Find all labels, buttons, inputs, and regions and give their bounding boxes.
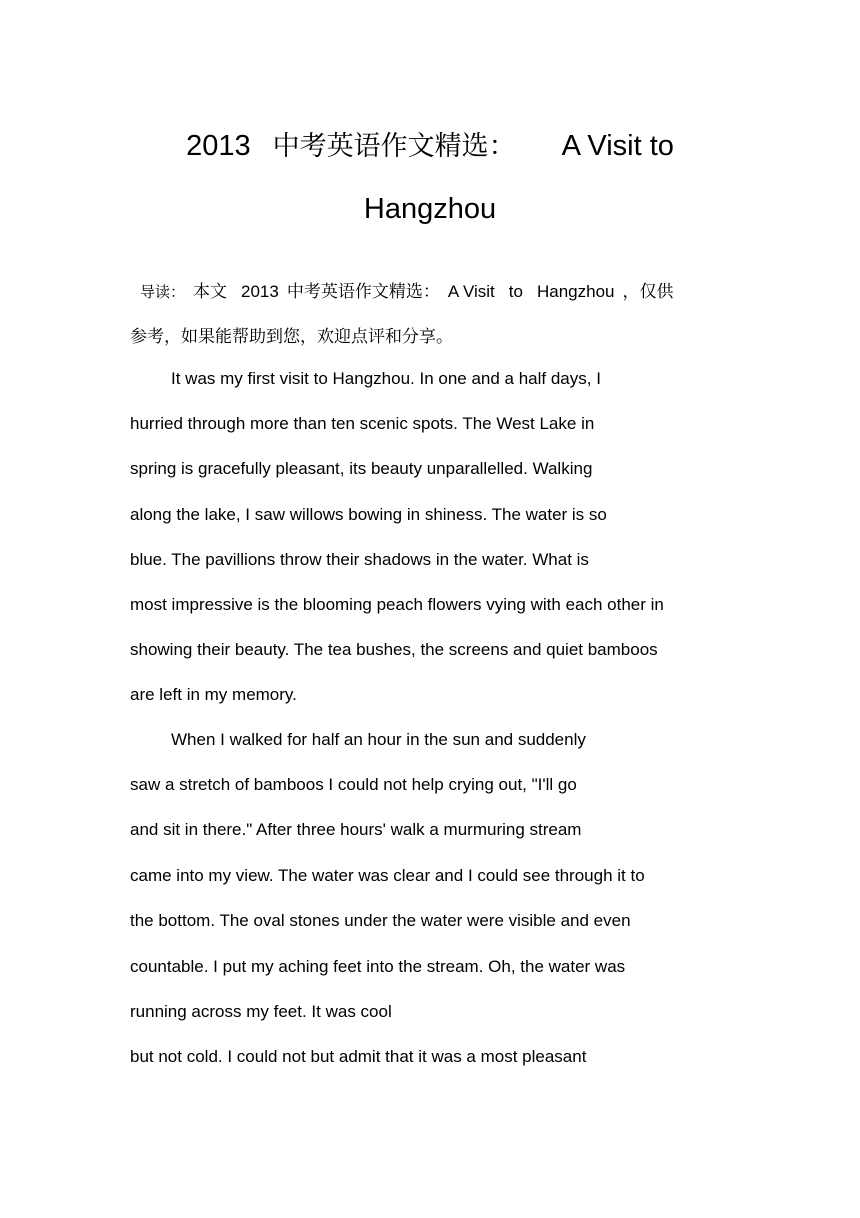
intro-line-1 [130, 277, 730, 302]
intro-place: Hangzhou [536, 282, 615, 301]
body-line: but not cold. I could not but admit that it was a most pleasant [130, 1047, 587, 1066]
intro-label: 导读： [140, 283, 186, 301]
body-line: spring is gracefully pleasant, its beauty unparallelled. Walking [130, 459, 593, 478]
body-line: When I walked for half an hour in the sun and suddenly [171, 730, 586, 749]
body-line: It was my first visit to Hangzhou. In one and a half days, I [171, 369, 601, 388]
body-line: blue. The pavillions throw their shadows in the water. What is [130, 550, 589, 569]
document-title-line-2 [0, 193, 860, 226]
intro-text-b: 中考英语作文精选： [286, 282, 440, 302]
body-line: hurried through more than ten scenic spots. The West Lake in [130, 414, 595, 433]
title-year: 2013 [186, 130, 251, 162]
title-chinese: 中考英语作文精选： [272, 131, 516, 162]
intro-visit: A Visit [447, 282, 495, 301]
intro-line-2: 参考，如果能帮助到您，欢迎点评和分享。 [130, 327, 453, 347]
body-line: are left in my memory. [130, 685, 297, 704]
intro-year: 2013 [241, 282, 279, 301]
body-line: and sit in there." After three hours' walk a murmuring stream [130, 820, 582, 839]
title-english-part1: A Visit to [561, 130, 674, 162]
body-line: most impressive is the blooming peach flowers vying with each other in [130, 595, 664, 614]
intro-text-c: ，仅供 [622, 282, 674, 302]
body-line: came into my view. The water was clear and I could see through it to [130, 866, 645, 885]
body-line: along the lake, I saw willows bowing in shiness. The water is so [130, 505, 607, 524]
body-line: saw a stretch of bamboos I could not help crying out, "I'll go [130, 775, 577, 794]
intro-text-a: 本文 [193, 282, 228, 302]
intro-to: to [508, 282, 523, 301]
body-line: running across my feet. It was cool [130, 1002, 392, 1021]
title-english-part2: Hangzhou [363, 193, 497, 225]
body-line: countable. I put my aching feet into the stream. Oh, the water was [130, 957, 626, 976]
document-title-line-1 [0, 124, 860, 163]
body-line: showing their beauty. The tea bushes, the screens and quiet bamboos [130, 640, 658, 659]
body-line: the bottom. The oval stones under the water were visible and even [130, 911, 631, 930]
